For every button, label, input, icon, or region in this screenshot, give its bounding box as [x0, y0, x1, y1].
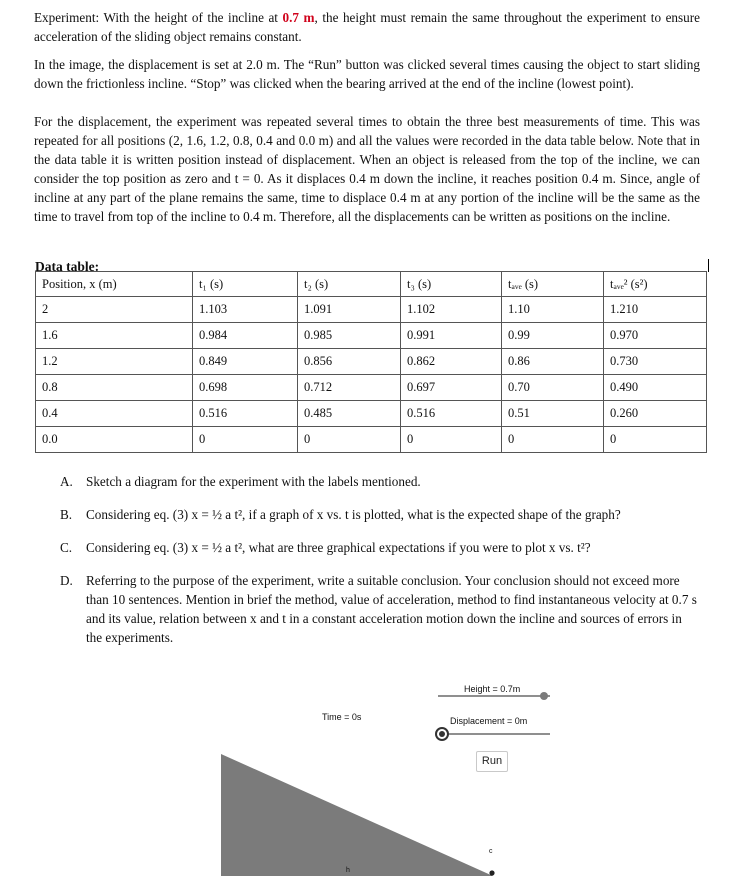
- question-text: Considering eq. (3) x = ½ a t², what are three graphical expectations if you were to plot x vs. t²?: [86, 540, 591, 555]
- table-cell: 0.99: [502, 323, 604, 349]
- table-cell: 0.260: [604, 401, 707, 427]
- run-description-paragraph: In the image, the displacement is set at 2.0 m. The “Run” button was clicked several times causing the object to start sliding down the frictionless incline. “Stop” was clicked when the bearing arrived at the end of the incline (lowest point).: [34, 57, 700, 91]
- table-cell: 1.102: [401, 297, 502, 323]
- table-cell: 0.991: [401, 323, 502, 349]
- question-letter: B.: [60, 507, 73, 522]
- table-cell: 2: [36, 297, 193, 323]
- table-cell: 0.862: [401, 349, 502, 375]
- table-cell: 0.0: [36, 427, 193, 453]
- table-header-row: [36, 272, 707, 297]
- displacement-knob-center: [439, 731, 445, 737]
- method-paragraph: For the displacement, the experiment was repeated several times to obtain the three best measurements of time. This was repeated for all positions (2, 1.6, 1.2, 0.8, 0.4 and 0.0 m) and all the values were recorded in the data table below. Note that in the data table it is written position instead of displacement. When an object is released from the top of the incline, we can consider the top position as zero and t = 0. As it displaces 0.4 m down the incline, it reaches position 0.4 m. Since, angle of incline at any part of the plane remains the same, time to displace 0.4 m at any portion of the incline will be the same as the time to travel from top of the incline to 0.4 m. Therefore, all the displacements can be written as positions on the incline.: [34, 114, 700, 224]
- point-c-label: c: [489, 848, 493, 855]
- table-cell: 0.4: [36, 401, 193, 427]
- table-cell: 0.730: [604, 349, 707, 375]
- table-cell: 0.984: [193, 323, 298, 349]
- header-tave-squared: tₐᵥₑ² (s²): [604, 272, 707, 297]
- table-cell: 0.8: [36, 375, 193, 401]
- data-table: [35, 271, 707, 453]
- question-text: Referring to the purpose of the experiment, write a suitable conclusion. Your conclusion should not exceed more than 10 sentences. Mention in brief the method, value of acceleration, method to find instantaneous velocity at 0.7 s and its value, relation between x and t in a constant acceleration motion down the incline and sources of errors in the experiments.: [86, 573, 697, 645]
- table-cell: 0.86: [502, 349, 604, 375]
- table-cell: 1.103: [193, 297, 298, 323]
- header-tave: tₐᵥₑ (s): [502, 272, 604, 297]
- table-cell: 1.2: [36, 349, 193, 375]
- displacement-label: Displacement = 0m: [450, 716, 528, 726]
- text-cursor: [708, 259, 709, 272]
- table-cell: 0.697: [401, 375, 502, 401]
- run-button[interactable]: Run: [476, 751, 508, 772]
- height-slider-knob[interactable]: [540, 692, 548, 700]
- question-c: [60, 538, 700, 557]
- intro-paragraph: [34, 8, 700, 46]
- incline-svg: [215, 750, 505, 880]
- question-letter: A.: [60, 474, 73, 489]
- table-cell: 0.51: [502, 401, 604, 427]
- table-cell: 1.6: [36, 323, 193, 349]
- question-text: Considering eq. (3) x = ½ a t², if a graph of x vs. t is plotted, what is the expected shape of the graph?: [86, 507, 621, 522]
- displacement-slider-knob[interactable]: [435, 727, 449, 741]
- table-cell: 0: [502, 427, 604, 453]
- table-cell: 0: [604, 427, 707, 453]
- table-row: [36, 323, 707, 349]
- table-cell: 0.698: [193, 375, 298, 401]
- table-cell: 1.210: [604, 297, 707, 323]
- height-slider-track[interactable]: [438, 695, 550, 697]
- table-cell: 0: [401, 427, 502, 453]
- intro-text-post: , the height must remain the same throughout the experiment to ensure acceleration of the sliding object remains constant.: [34, 10, 700, 44]
- table-cell: 0.490: [604, 375, 707, 401]
- data-table-title: Data table:: [35, 259, 100, 274]
- question-d: [60, 571, 700, 647]
- question-letter: C.: [60, 540, 73, 555]
- bearing-point[interactable]: [489, 870, 494, 875]
- intro-text-pre: Experiment: With the height of the incline at: [34, 10, 283, 25]
- header-position: Position, x (m): [36, 272, 193, 297]
- table-cell: 1.091: [298, 297, 401, 323]
- table-cell: 0.516: [401, 401, 502, 427]
- question-letter: D.: [60, 573, 73, 588]
- question-text: Sketch a diagram for the experiment with the labels mentioned.: [86, 474, 421, 489]
- table-row: [36, 427, 707, 453]
- table-cell: 0: [298, 427, 401, 453]
- point-h-label: h: [346, 867, 350, 874]
- table-row: [36, 401, 707, 427]
- table-cell: 0.856: [298, 349, 401, 375]
- height-label: Height = 0.7m: [464, 684, 521, 694]
- height-highlight: 0.7 m: [282, 10, 315, 25]
- table-cell: 0.516: [193, 401, 298, 427]
- displacement-slider-track[interactable]: [442, 733, 550, 735]
- table-row: [36, 349, 707, 375]
- incline-triangle: [221, 754, 493, 876]
- table-cell: 0.849: [193, 349, 298, 375]
- table-cell: 0: [193, 427, 298, 453]
- time-label: Time = 0s: [322, 712, 362, 722]
- question-b: [60, 505, 700, 524]
- header-t1: t₁ (s): [193, 272, 298, 297]
- header-t2: t₂ (s): [298, 272, 401, 297]
- header-t3: t₃ (s): [401, 272, 502, 297]
- question-a: [60, 472, 700, 491]
- table-cell: 0.70: [502, 375, 604, 401]
- table-row: [36, 375, 707, 401]
- table-cell: 1.10: [502, 297, 604, 323]
- table-cell: 0.712: [298, 375, 401, 401]
- table-cell: 0.970: [604, 323, 707, 349]
- table-row: [36, 297, 707, 323]
- table-cell: 0.985: [298, 323, 401, 349]
- table-cell: 0.485: [298, 401, 401, 427]
